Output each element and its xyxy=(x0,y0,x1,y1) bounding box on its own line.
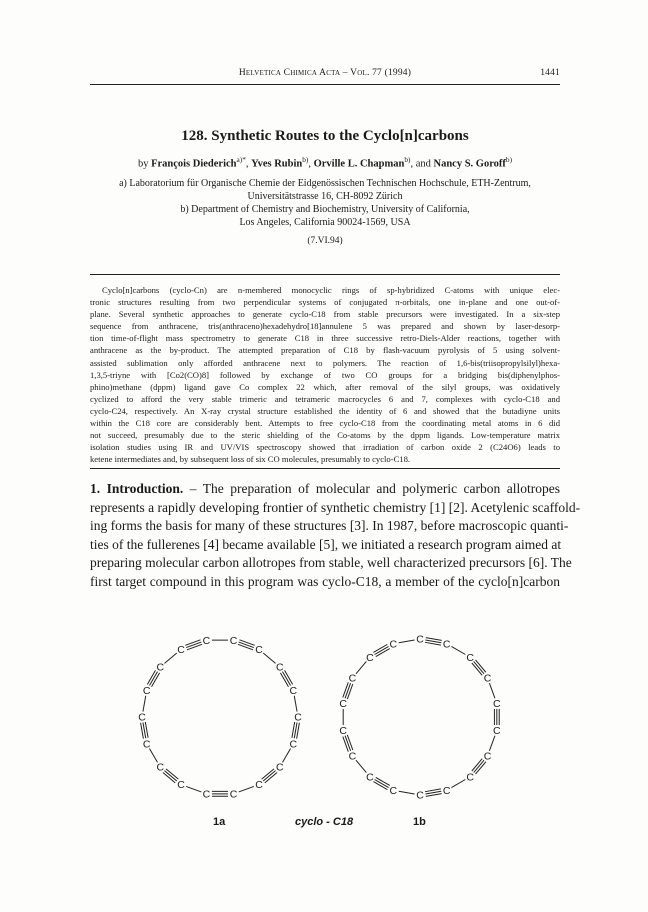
ring-1b-bond-14-1 xyxy=(345,683,351,698)
ring-1a-carbon-atom: C xyxy=(294,711,302,724)
ring-1a-bond-9-0 xyxy=(186,786,201,792)
abstract-line: Cyclo[n]carbons (cyclo-Cn) are n-membered monocyclic rings of sp-hybridized C-atoms with unique elec- xyxy=(102,285,560,295)
author-prefix: by xyxy=(137,158,149,170)
abstract-line: ketene intermediates and, by subsequent loss of six CO molecules, presumably to cyclo-C18. xyxy=(90,454,411,465)
introduction-line xyxy=(90,480,560,499)
ring-1b-bond-12-2 xyxy=(347,735,353,750)
abstract-top-rule xyxy=(90,274,560,275)
ring-1a-carbon-atom: C xyxy=(202,634,211,647)
ring-1b-carbon-atom: C xyxy=(339,725,347,738)
ring-1a-carbon-atom: C xyxy=(202,788,211,801)
author-name: François Diederich xyxy=(151,158,237,170)
paper-title: 128. Synthetic Routes to the Cyclo[n]carbons xyxy=(181,128,469,144)
abstract-line: 1,3,5-triyne with [Co2(CO)8] followed by exchange of two CO groups for a bridging bis(diphenylphos- xyxy=(90,369,560,380)
author-mark: b) xyxy=(404,155,411,164)
structure-label-1a: 1a xyxy=(213,816,226,828)
ring-1a-bond-3-0 xyxy=(294,696,297,712)
ring-1b-carbon-atom: C xyxy=(466,771,474,784)
ring-1a-bond-1-0 xyxy=(263,653,275,663)
structure-figure xyxy=(130,612,520,832)
ring-1b-bond-14-2 xyxy=(347,684,353,699)
author-mark: b) xyxy=(302,155,309,164)
ring-1b-bond-12-1 xyxy=(345,736,351,751)
abstract-line: within the C18 core are considerably bent. Attempts to free cyclo-C18 from the coordinating metal atoms in 6 did xyxy=(90,418,560,429)
introduction-line: represents a rapidly developing frontier of synthetic chemistry [1] [2]. Acetylenic scaffold- xyxy=(90,499,581,515)
journal-name: Helvetica Chimica Acta – Vol. 77 (1994) xyxy=(238,68,412,78)
ring-1b-carbon-atom: C xyxy=(416,789,424,802)
ring-1a-carbon-atom: C xyxy=(156,761,165,774)
abstract-line: tronic structures resulting from two perpendicular systems of conjugated π-orbitals, one in-plane and one out-of- xyxy=(90,297,560,308)
ring-1a-carbon-atom: C xyxy=(177,779,185,792)
ring-1b-bond-12-0 xyxy=(343,737,349,752)
introduction-line: ing forms the basis for many of these structures [3]. In 1987, before macroscopic quanti- xyxy=(90,518,569,533)
abstract-line: plane. Several synthetic approaches to generate cyclo-C18 from stable precursors were investigated. In a six-step xyxy=(90,309,560,320)
ring-1b-carbon-atom: C xyxy=(389,638,398,651)
abstract-bottom-rule xyxy=(90,468,560,469)
author-line: by François Diederich$^{a)*}$, Yves Rubin$^{b)}$, Orville L. Chapman$^{b)}$, and Nancy S. Goroff$^{b)}$ xyxy=(137,155,513,170)
affiliation-line: a) Laboratorium für Organische Chemie der Eidgenössischen Technischen Hochschule, ETH-Zentrum, xyxy=(119,178,531,189)
author-name: Yves Rubin xyxy=(251,158,303,170)
ring-1a-carbon-atom: C xyxy=(255,644,263,657)
ring-1b-carbon-atom: C xyxy=(493,698,501,711)
introduction-section xyxy=(90,480,581,591)
abstract-line: cyclo-C24, respectively. An X-ray crystal structure established the identity of 6 and showed that the butadiyne units xyxy=(90,405,560,416)
received-date: (7.VI.94) xyxy=(307,236,343,246)
running-head xyxy=(90,68,560,82)
ring-1a-bond-16-1 xyxy=(186,642,201,648)
ring-1a-carbon-atom: C xyxy=(229,634,238,647)
ring-1a-carbon-atom: C xyxy=(156,661,165,674)
ring-1a-carbon-atom: C xyxy=(138,711,146,724)
abstract-line: tion time-of-flight mass spectrometry to generate C18 in three successive retro-Diels-Alder reactions, together with xyxy=(90,333,560,344)
ring-1b-carbon-atom: C xyxy=(348,672,357,685)
ring-1b-bond-14-0 xyxy=(343,682,349,697)
ring-1a-bond-13-0 xyxy=(143,696,146,712)
ring-1b-bond-3-0 xyxy=(489,683,495,698)
author-name: Nancy S. Goroff xyxy=(433,158,506,170)
ring-1a-bond-0-1 xyxy=(239,642,254,648)
ring-1a-bond-15-0 xyxy=(164,653,176,663)
ring-1b-bond-9-0 xyxy=(399,791,415,794)
page-number: 1441 xyxy=(540,68,560,78)
ring-1b-bond-11-0 xyxy=(356,760,366,772)
abstract xyxy=(90,284,560,465)
ring-1a-bond-7-0 xyxy=(239,786,254,792)
ring-1a-bond-16-2 xyxy=(187,644,202,650)
ring-1a-bond-16-0 xyxy=(185,640,200,646)
abstract-line: sequence from anthracene, tris(anthraceno)hexadehydro[18]annulene 5 was prepared and shown by laser-desorp- xyxy=(90,321,560,332)
compound-name: cyclo - C18 xyxy=(295,816,354,828)
affiliation-line: Los Angeles, California 90024-1569, USA xyxy=(239,217,411,228)
ring-1b-carbon-atom: C xyxy=(348,750,357,763)
ring-1a-carbon-atom: C xyxy=(275,661,284,674)
section-heading: 1. Introduction. xyxy=(90,481,184,496)
ring-1b-bond-5-0 xyxy=(489,736,495,751)
abstract-line: isolation studies using IR and UV/VIS spectroscopy showed that irradiation of carbon oxide 2 (C24O6) leads to xyxy=(90,442,560,453)
structure-label-1b: 1b xyxy=(413,816,426,828)
ring-1a-carbon-atom: C xyxy=(177,644,185,657)
ring-1a-carbon-atom: C xyxy=(142,738,151,751)
ring-1b-carbon-atom: C xyxy=(483,672,492,685)
ring-1a-bond-0-0 xyxy=(240,640,255,646)
ring-1a-carbon-atom: C xyxy=(255,779,263,792)
ring-1b-bond-1-0 xyxy=(451,646,465,654)
ring-1b-carbon-atom: C xyxy=(442,638,451,651)
abstract-line: cyclized to afford the very stable trimeric and tetrameric macrocycles 6 and 7, complexes with cyclo-C18 and xyxy=(90,393,560,404)
ring-1b-carbon-atom: C xyxy=(483,750,492,763)
ring-1b-bond-15-0 xyxy=(356,661,366,673)
ring-1b-carbon-atom: C xyxy=(416,633,424,646)
affiliation-line: Universitätstrasse 16, CH-8092 Zürich xyxy=(247,191,403,202)
ring-1a-carbon-atom: C xyxy=(142,684,151,697)
ring-1b-carbon-atom: C xyxy=(366,651,374,664)
ring-1a-carbon-atom: C xyxy=(289,684,298,697)
author-mark: a)* xyxy=(236,155,246,164)
affiliation-line: b) Department of Chemistry and Biochemistry, University of California, xyxy=(180,204,470,215)
header-rule xyxy=(90,84,560,85)
ring-1a-bond-11-0 xyxy=(149,748,157,762)
author-mark: b) xyxy=(505,155,513,164)
ring-1b-carbon-atom: C xyxy=(339,698,347,711)
author-name: Orville L. Chapman xyxy=(313,158,405,170)
ring-1b-bond-7-0 xyxy=(451,780,465,788)
ring-1b-carbon-atom: C xyxy=(389,784,398,797)
abstract-line: phino)methane (dppm) ligand gave Co complex 22 which, after removal of the silyl groups, was oxidatively xyxy=(90,381,560,392)
introduction-text: – The preparation of molecular and polymeric carbon allotropes xyxy=(189,481,560,496)
abstract-line: not succeed, presumably due to the steric shielding of the Co-atoms by the dppm ligands. Low-temperature matrix xyxy=(90,430,560,441)
ring-1a-carbon-atom: C xyxy=(229,788,238,801)
introduction-line: first target compound in this program was cyclo-C18, a member of the cyclo[n]carbon xyxy=(90,573,560,589)
ring-1a-carbon-atom: C xyxy=(275,761,284,774)
ring-1b-carbon-atom: C xyxy=(493,725,501,738)
ring-1b-carbon-atom: C xyxy=(366,771,374,784)
abstract-line: anthracene as the by-product. The attempted preparation of C18 by flash-vacuum pyrolysis of 5 using solvent- xyxy=(90,345,560,356)
introduction-line: ties of the fullerenes [4] became available [5], we initiated a research program aimed at xyxy=(90,536,562,552)
ring-1b-carbon-atom: C xyxy=(466,651,474,664)
ring-1b-carbon-atom: C xyxy=(442,784,451,797)
ring-1a-carbon-atom: C xyxy=(289,738,298,751)
ring-1a-bond-5-0 xyxy=(283,748,291,762)
ring-1a-bond-0-2 xyxy=(238,644,253,650)
ring-1b-bond-17-0 xyxy=(399,640,415,643)
abstract-line: assisted sublimation only afforded anthracene next to polymers. The reaction of 1,6-bis(triisopropylsilyl)hexa- xyxy=(90,357,560,368)
cyclo-c18-structures xyxy=(130,612,520,832)
introduction-line: preparing molecular carbon allotropes from stable, well characterized precursors [6]. The xyxy=(90,555,572,570)
